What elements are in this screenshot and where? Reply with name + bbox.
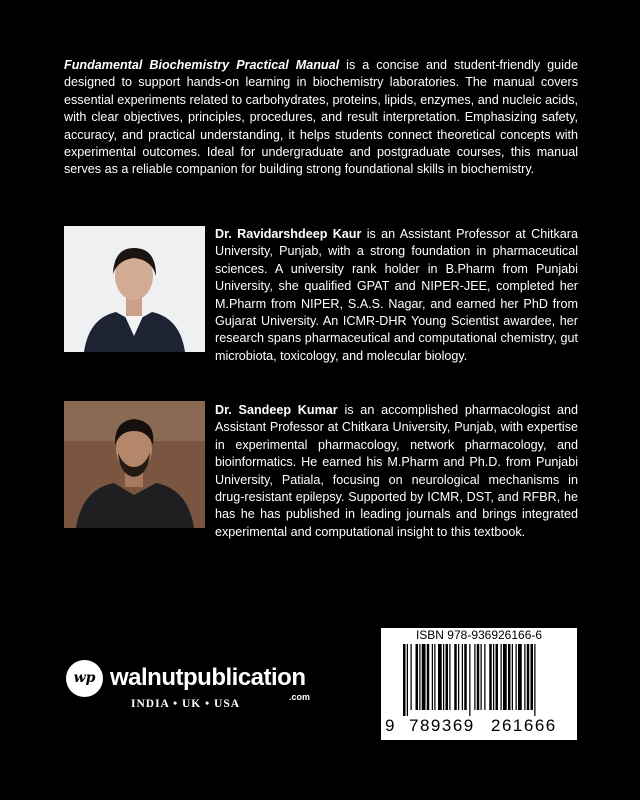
author-bio-1	[64, 226, 578, 365]
barcode-digits-right: 261666	[491, 716, 557, 735]
author-photo-2	[64, 401, 205, 528]
barcode-bar	[489, 644, 492, 710]
barcode-bar	[524, 644, 525, 710]
barcode-bar	[464, 644, 467, 710]
barcode-bar	[432, 644, 433, 710]
barcode-bar	[462, 644, 463, 710]
isbn-label: ISBN 978-936926166-6	[415, 628, 543, 642]
barcode-bar	[458, 644, 459, 710]
barcode-bar	[493, 644, 494, 710]
barcode-bar	[407, 644, 408, 716]
barcode-bar	[534, 644, 535, 716]
publisher-countries: INDIA • UK • USA	[131, 698, 241, 710]
author-bio-2	[64, 402, 578, 541]
barcode-bars	[387, 644, 571, 718]
barcode-digits-left: 789369	[409, 716, 475, 735]
barcode-bar	[496, 644, 499, 710]
walnut-logo-icon: wp	[66, 660, 103, 697]
author-2-name: Dr. Sandeep Kumar	[215, 403, 338, 417]
book-description	[64, 57, 578, 179]
barcode-bar	[427, 644, 430, 710]
barcode-bar	[469, 644, 470, 716]
barcode-bar	[416, 644, 419, 710]
author-1-bio-text: is an Assistant Professor at Chitkara University, Punjab, with a strong foundation in pharmaceutical sciences. A university rank holder in B.Pharm from Punjabi University, she qualified GPAT and NIPER-JEE, completed her M.Pharm from NIPER, S.A.S. Nagar, and earned her PhD from Gujarat University. An ICMR-DHR Young Scientist awardee, her research spans pharmaceutical and computational chemistry, gut microbiota, toxicology, and molecular biology.	[215, 227, 578, 363]
author-2-bio-text: is an accomplished pharmacologist and Assistant Professor at Chitkara University, Punjab, with expertise in experimental pharmacology, network pharmacology, and bioinformatics. He earned his M.Pharm and Ph.D. from Punjabi University, Patiala, focusing on neurological mechanisms in drug-resistant epilepsy. Supported by ICMR, DST, and RFBR, he has he has published in leading journals and brings integrated experimental and computational insight to this textbook.	[215, 403, 578, 539]
barcode-bar	[434, 644, 435, 710]
barcode-bar	[508, 644, 511, 710]
barcode-bar	[446, 644, 449, 710]
isbn-barcode	[381, 628, 577, 740]
barcode-bar	[438, 644, 442, 710]
barcode-bar	[484, 644, 485, 710]
barcode-bar	[454, 644, 457, 710]
barcode-bar	[481, 644, 482, 710]
publisher-name: walnutpublication	[110, 664, 306, 691]
barcode-bar	[422, 644, 426, 710]
barcode-bar	[419, 644, 420, 710]
barcode-digit-first: 9	[385, 716, 395, 735]
barcode-bar	[518, 644, 522, 710]
barcode-bar	[516, 644, 517, 710]
book-title: Fundamental Biochemistry Practical Manual	[64, 58, 340, 72]
barcode-bar	[403, 644, 406, 716]
barcode-bar	[527, 644, 530, 710]
barcode-bar	[501, 644, 502, 710]
description-text: is a concise and student-friendly guide designed to support hands-on learning in biochemistry laboratories. The manual covers essential experiments related to carbohydrates, proteins, lipids, enzymes, and nucleic acids, with clear objectives, principles, procedures, and result interpretation. Emphasizing safety, accuracy, and practical understanding, it helps students connect theoretical concepts with experimental outcomes. Ideal for undergraduate and postgraduate courses, this manual serves as a reliable companion for building strong foundational skills in biochemistry.	[64, 58, 578, 177]
barcode-bar	[531, 644, 534, 710]
barcode-bar	[477, 644, 480, 710]
barcode-bar	[411, 644, 412, 710]
barcode-bar	[449, 644, 450, 710]
author-photo-1	[64, 226, 205, 352]
barcode-bar	[503, 644, 507, 710]
publisher-domain: .com	[289, 692, 311, 702]
barcode-bar	[474, 644, 475, 710]
publisher-logo	[66, 660, 326, 720]
barcode-bar	[512, 644, 513, 710]
author-1-name: Dr. Ravidarshdeep Kaur	[215, 227, 362, 241]
barcode-bar	[443, 644, 444, 710]
